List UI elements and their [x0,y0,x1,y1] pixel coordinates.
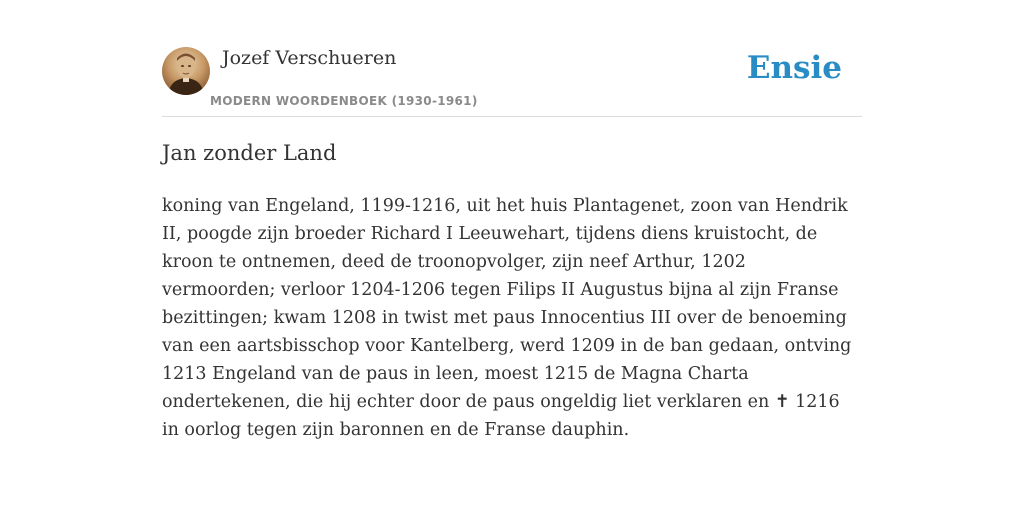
entry-title: Jan zonder Land [162,141,337,165]
author-name[interactable]: Jozef Verschueren [222,47,397,69]
source-label[interactable]: MODERN WOORDENBOEK (1930-1961) [210,94,478,108]
brand-logo[interactable]: Ensie [746,50,842,86]
entry-definition: koning van Engeland, 1199-1216, uit het huis Plantagenet, zoon van Hendrik II, poogde zijn broeder Richard I Leeuwehart, tijdens diens kruistocht, de kroon te ontnemen, deed de troonopvolger, zijn neef Arthur, 1202 vermoorden; verloor 1204-1206 tegen Filips II Augustus bijna al zijn Franse bezittingen; kwam 1208 in twist met paus Innocentius III over de benoeming van een aartsbisschop voor Kantelberg, werd 1209 in de ban gedaan, ontving 1213 Engeland van de paus in leen, moest 1215 de Magna Charta ondertekenen, die hij echter door de paus ongeldig liet verklaren en ✝ 1216 in oorlog tegen zijn baronnen en de Franse dauphin. [162,196,852,440]
author-portrait-icon [162,47,210,95]
author-avatar[interactable] [162,47,210,95]
entry-header [162,44,862,117]
